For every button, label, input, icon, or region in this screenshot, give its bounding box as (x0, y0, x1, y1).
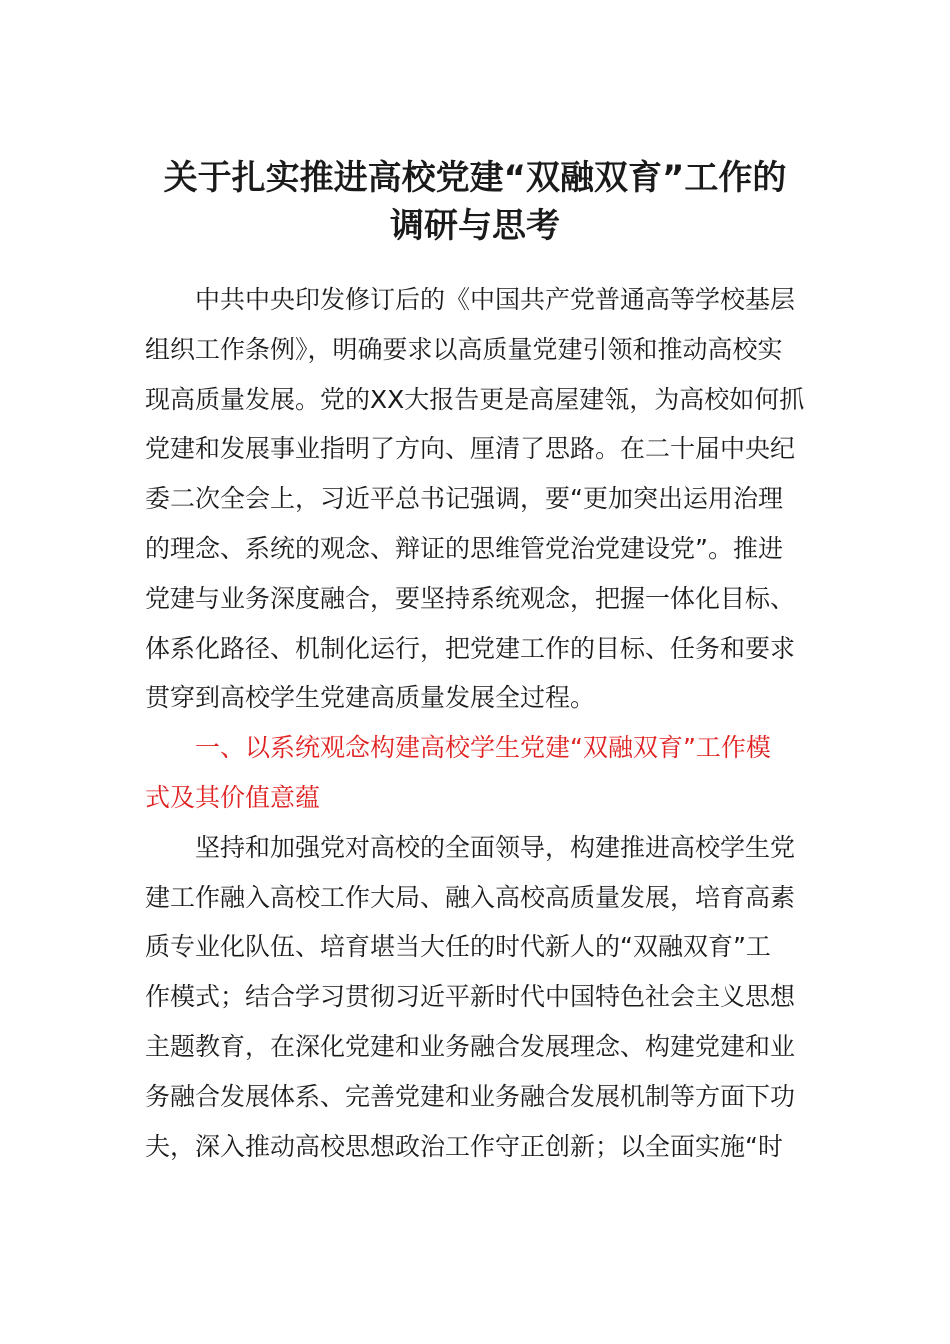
section-heading-line: 一、以系统观念构建高校学生党建“双融双育”工作模 (195, 733, 771, 762)
document-title-line-1: 关于扎实推进高校党建“双融双育”工作的 (163, 158, 787, 198)
paragraph-line: 质专业化队伍、培育堪当大任的时代新人的“双融双育”工 (145, 932, 771, 961)
paragraph-line: 组织工作条例》，明确要求以高质量党建引领和推动高校实 (145, 335, 783, 364)
paragraph-line: 委二次全会上，习近平总书记强调，要“更加突出运用治理 (145, 484, 783, 513)
paragraph-line: 中共中央印发修订后的《中国共产党普通高等学校基层 (195, 285, 796, 314)
paragraph-line: 夫，深入推动高校思想政治工作守正创新；以全面实施“时 (145, 1132, 783, 1161)
paragraph-line: 贯穿到高校学生党建高质量发展全过程。 (145, 683, 596, 712)
paragraph-line: 坚持和加强党对高校的全面领导，构建推进高校学生党 (195, 833, 796, 862)
paragraph-line: 的理念、系统的观念、辩证的思维管党治党建设党”。推进 (145, 534, 783, 563)
document-title-line-2: 调研与思考 (390, 206, 560, 246)
paragraph-line: 主题教育，在深化党建和业务融合发展理念、构建党建和业 (145, 1032, 796, 1061)
paragraph-line: 党建与业务深度融合，要坚持系统观念，把握一体化目标、 (145, 584, 796, 613)
paragraph-line: 党建和发展事业指明了方向、厘清了思路。在二十届中央纪 (145, 434, 796, 463)
paragraph-line: 现高质量发展。党的XX大报告更是高屋建瓴，为高校如何抓 (145, 385, 805, 414)
paragraph-line: 建工作融入高校工作大局、融入高校高质量发展，培育高素 (145, 883, 796, 912)
paragraph-line: 作模式；结合学习贯彻习近平新时代中国特色社会主义思想 (145, 982, 796, 1011)
section-heading-line: 式及其价值意蕴 (145, 783, 321, 812)
paragraph-line: 务融合发展体系、完善党建和业务融合发展机制等方面下功 (145, 1082, 796, 1111)
paragraph-line: 体系化路径、机制化运行，把党建工作的目标、任务和要求 (145, 634, 796, 663)
